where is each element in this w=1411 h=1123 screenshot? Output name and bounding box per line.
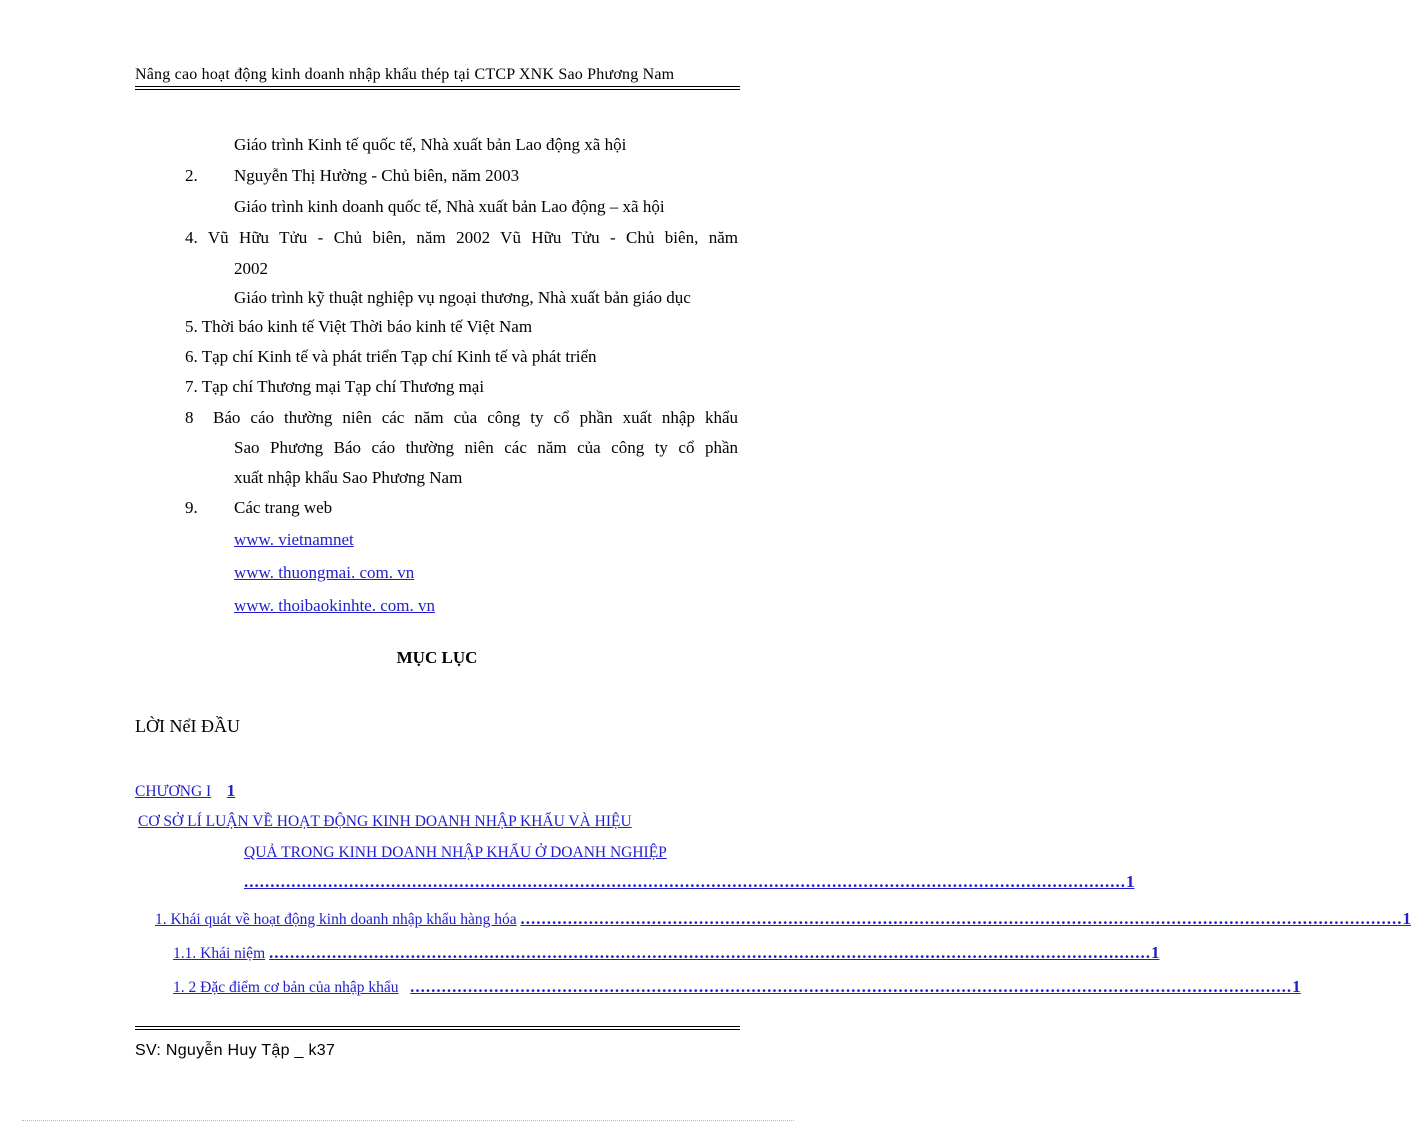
ref6: 6. Tạp chí Kinh tế và phát triển Tạp chí Kinh tế và phát triển — [185, 347, 597, 366]
ref5: 5. Thời báo kinh tế Việt Thời báo kinh tế Việt Nam — [185, 317, 533, 336]
toc-entry-page: 1 — [1292, 977, 1301, 996]
toc-chapter-row — [135, 781, 235, 801]
toc-chapter-link[interactable] — [135, 783, 211, 800]
ref7: 7. Tạp chí Thương mại Tạp chí Thương mại — [185, 377, 485, 396]
toc-entry[interactable] — [173, 943, 1160, 963]
header-rule-top — [135, 86, 740, 87]
toc-chapter-title-link-2[interactable]: QUẢ TRONG KINH DOANH NHẬP KHẨU Ở DOANH NGHIỆP — [244, 844, 667, 861]
web-link-row-3 — [234, 595, 435, 616]
footer-rule-bottom — [135, 1029, 740, 1030]
ref1-continuation: Giáo trình Kinh tế quốc tế, Nhà xuất bản Lao động xã hội — [234, 135, 627, 154]
ref9-number: 9. — [185, 498, 198, 517]
toc-chapter-title-line1 — [138, 813, 632, 831]
ref8-line3: xuất nhập khẩu Sao Phương Nam — [234, 468, 463, 487]
page-header: Nâng cao hoạt động kinh doanh nhập khẩu thép tại CTCP XNK Sao Phương Nam — [135, 66, 675, 83]
toc-chapter-page-link[interactable] — [227, 783, 236, 800]
header-rule-bottom — [135, 89, 740, 90]
ref8-line2: Sao Phương Báo cáo thường niên các năm của công ty cổ phần — [234, 438, 738, 457]
web-link-row-1 — [234, 529, 354, 550]
web-link-vietnamnet[interactable]: www. vietnamnet — [234, 530, 354, 549]
ref4-line2: 2002 — [234, 259, 268, 278]
toc-chapter-title-page: 1 — [1126, 872, 1135, 891]
ref2-number: 2. — [185, 166, 198, 185]
web-link-thuongmai[interactable]: www. thuongmai. com. vn — [234, 563, 415, 582]
ref8-number: 8 — [185, 408, 194, 427]
toc-leader-dots: ........................................................................................................................................................................ — [244, 872, 1126, 891]
toc-preface: LỜI NểI ĐẦU — [135, 716, 240, 736]
toc-entry-page: 1 — [1402, 909, 1411, 928]
toc-heading: MỤC LỤC — [396, 648, 478, 667]
toc-chapter-title-line2 — [244, 844, 667, 862]
ref9-label: Các trang web — [234, 498, 333, 517]
toc-leader-dots: ........................................................................................................................................................................ — [520, 909, 1403, 928]
toc-entry-page: 1 — [1151, 943, 1160, 962]
toc-chapter-page: 1 — [226, 781, 236, 800]
page-footer: SV: Nguyễn Huy Tập _ k37 — [135, 1042, 336, 1059]
toc-chapter-label: CHƯƠNG I — [135, 783, 212, 800]
ref2-title: Giáo trình kinh doanh quốc tế, Nhà xuất bản Lao động – xã hội — [234, 197, 665, 216]
toc-entry[interactable] — [155, 909, 1411, 929]
page-bottom-border — [22, 1120, 794, 1121]
toc-entry-label[interactable]: 1. 2 Đặc điểm cơ bản của nhập khẩu — [173, 979, 399, 996]
toc-entry-label[interactable]: 1.1. Khái niệm — [173, 945, 266, 962]
toc-chapter-title-link-1[interactable]: CƠ SỞ LÍ LUẬN VỀ HOẠT ĐỘNG KINH DOANH NHẬP KHẨU VÀ HIỆU — [138, 813, 632, 830]
toc-leader-dots: ........................................................................................................................................................................ — [410, 977, 1293, 996]
web-link-thoibaokinhte[interactable]: www. thoibaokinhte. com. vn — [234, 596, 435, 615]
ref2-author: Nguyễn Thị Hường - Chủ biên, năm 2003 — [234, 166, 520, 185]
toc-entry[interactable] — [173, 977, 1301, 997]
toc-entry-label[interactable]: 1. Khái quát về hoạt động kinh doanh nhập khẩu hàng hóa — [155, 911, 517, 928]
ref4-title: Giáo trình kỹ thuật nghiệp vụ ngoại thương, Nhà xuất bản giáo dục — [234, 288, 691, 307]
toc-chapter-title-page-row[interactable] — [244, 872, 1135, 892]
footer-rule-top — [135, 1026, 740, 1027]
ref8-line1: Báo cáo thường niên các năm của công ty cổ phần xuất nhập khẩu — [213, 408, 738, 427]
web-link-row-2 — [234, 562, 414, 583]
ref4-line1: 4. Vũ Hữu Tửu - Chủ biên, năm 2002 Vũ Hữu Tửu - Chủ biên, năm — [185, 228, 738, 247]
toc-leader-dots: ........................................................................................................................................................................ — [269, 943, 1151, 962]
